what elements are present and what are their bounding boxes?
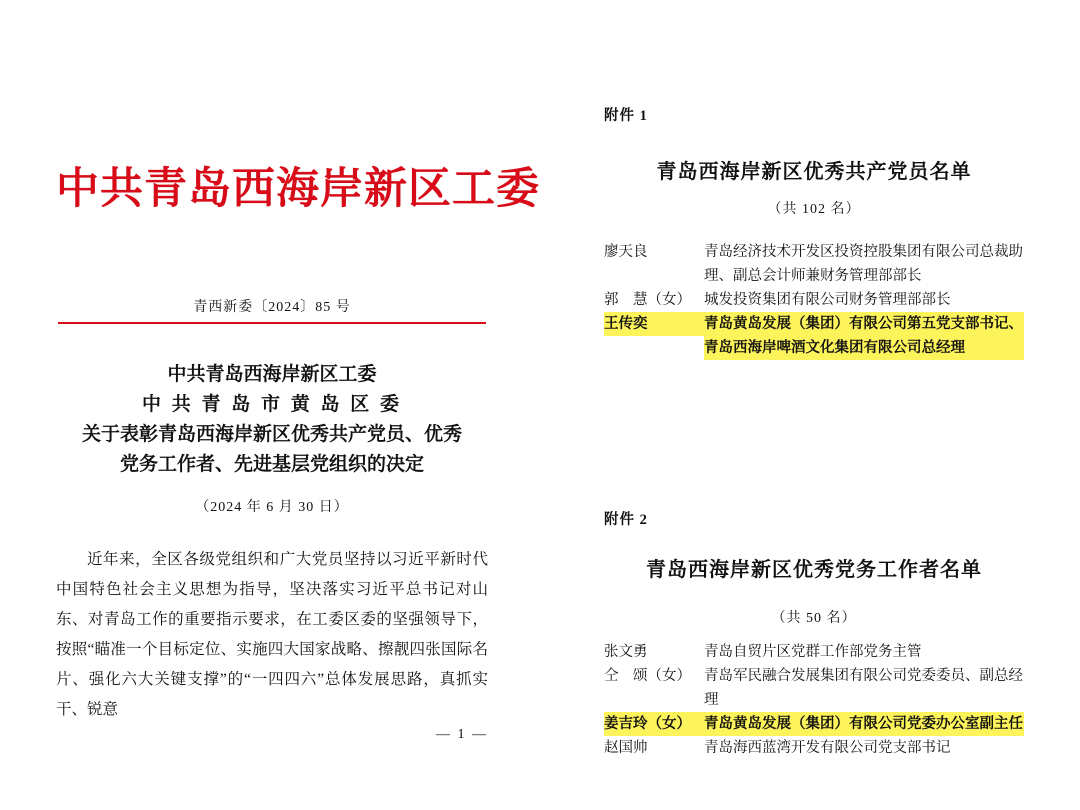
person-title: 青岛海西蓝湾开发有限公司党支部书记 <box>704 740 951 756</box>
attachment-2-title: 青岛西海岸新区优秀党务工作者名单 <box>646 559 982 581</box>
page-number: — 1 — <box>436 727 488 742</box>
person-title: 青岛自贸片区党群工作部党务主管 <box>704 644 922 660</box>
list-item <box>604 640 1024 664</box>
person-name: 仝 颂（女） <box>604 668 691 684</box>
person-name: 姜吉玲（女） <box>604 712 704 736</box>
list-item-highlighted <box>604 712 1024 736</box>
attachment-1-title: 青岛西海岸新区优秀共产党员名单 <box>656 161 972 183</box>
person-name: 王传奕 <box>604 312 704 336</box>
list-item <box>604 288 1024 312</box>
person-title: 青岛军民融合发展集团有限公司党委委员、副总经理 <box>704 668 1023 708</box>
attachment-2-count: （共 50 名） <box>771 611 857 626</box>
list-item <box>604 736 1024 760</box>
person-name: 廖天良 <box>604 244 648 260</box>
attachment-2-label: 附件 2 <box>604 512 648 528</box>
person-name: 张文勇 <box>604 644 648 660</box>
document-number: 青西新委〔2024〕85 号 <box>193 300 351 315</box>
decision-date: （2024 年 6 月 30 日） <box>195 500 349 515</box>
person-title: 青岛黄岛发展（集团）有限公司党委办公室副主任 <box>704 712 1024 736</box>
body-text <box>56 545 488 725</box>
person-title: 城发投资集团有限公司财务管理部部长 <box>704 292 951 308</box>
body-paragraph: 近年来，全区各级党组织和广大党员坚持以习近平新时代中国特色社会主义思想为指导，坚决落实习近平总书记对山东、对青岛工作的重要指示要求，在工委区委的坚强领导下，按照“瞄准一个目标定位、实施四大国家战略、擦靓四张国际名片、强化六大关键支撑”的“一四四六”总体发展思路，真抓实干、锐意 <box>56 551 488 718</box>
attachment-2-name-list <box>604 640 1024 760</box>
person-title: 青岛经济技术开发区投资控股集团有限公司总裁助理、副总会计师兼财务管理部部长 <box>704 244 1023 284</box>
list-item-highlighted <box>604 312 1024 360</box>
list-item <box>604 240 1024 288</box>
attachment-1-label: 附件 1 <box>604 108 648 124</box>
person-title: 青岛黄岛发展（集团）有限公司第五党支部书记、青岛西海岸啤酒文化集团有限公司总经理 <box>704 312 1024 360</box>
list-item <box>604 664 1024 712</box>
attachment-1-name-list <box>604 240 1024 360</box>
decision-title-line-1: 中共青岛西海岸新区工委 <box>167 364 377 385</box>
document-page-right <box>540 0 1080 810</box>
red-header-title: 中共青岛西海岸新区工委 <box>56 166 540 213</box>
decision-title-line-4: 党务工作者、先进基层党组织的决定 <box>119 454 424 475</box>
decision-title-line-3: 关于表彰青岛西海岸新区优秀共产党员、优秀 <box>81 424 462 445</box>
red-divider-rule <box>58 322 486 324</box>
decision-title-block <box>56 360 488 480</box>
person-name: 郭 慧（女） <box>604 292 691 308</box>
person-name: 赵国帅 <box>604 740 648 756</box>
decision-title-line-2: 中 共 青 岛 市 黄 岛 区 委 <box>141 394 402 415</box>
attachment-1-count: （共 102 名） <box>767 202 861 217</box>
